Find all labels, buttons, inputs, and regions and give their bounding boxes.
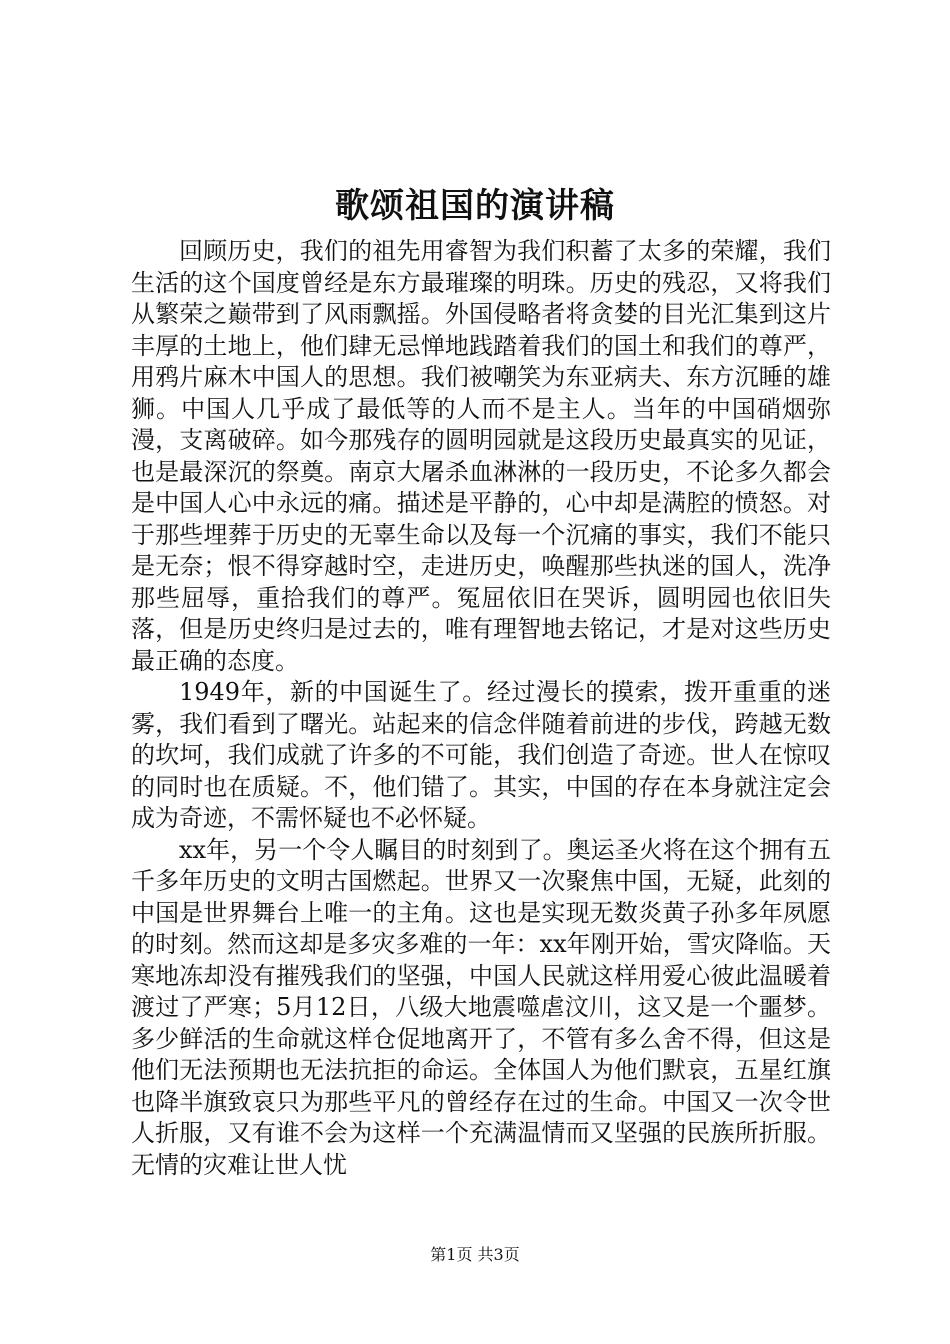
paragraph-1949: 1949年，新的中国诞生了。经过漫长的摸索，拨开重重的迷雾，我们看到了曙光。站起来的信念伴随着前进的步伐，跨越无数的坎坷，我们成就了许多的不可能，我们创造了奇迹。世人在惊叹的同时也在质疑。不，他们错了。其实，中国的存在本身就注定会成为奇迹，不需怀疑也不必怀疑。 [131,678,831,832]
paragraph-olympics: xx年，另一个令人瞩目的时刻到了。奥运圣火将在这个拥有五千多年历史的文明古国燃起。世界又一次聚焦中国，无疑，此刻的中国是世界舞台上唯一的主角。这也是实现无数炎黄子孙多年夙愿的时刻。然而这却是多灾多难的一年：xx年刚开始，雪灾降临。天寒地冻却没有摧残我们的坚强，中国人民就这样用爱心彼此温暖着渡过了严寒；5月12日，八级大地震噬虐汶川，这又是一个噩梦。多少鲜活的生命就这样仓促地离开了，不管有多么舍不得，但这是他们无法预期也无法抗拒的命运。全体国人为他们默哀，五星红旗也降半旗致哀只为那些平凡的曾经存在过的生命。中国又一次令世人折服，又有谁不会为这样一个充满温情而又坚强的民族所折服。无情的灾难让世人忧 [131,835,831,1179]
document-title: 歌颂祖国的演讲稿 [335,186,615,226]
page-number-footer: 第1页 共3页 [430,1245,520,1264]
paragraph-history: 回顾历史，我们的祖先用睿智为我们积蓄了太多的荣耀，我们生活的这个国度曾经是东方最璀璨的明珠。历史的残忍，又将我们从繁荣之巅带到了风雨飘摇。外国侵略者将贪婪的目光汇集到这片丰厚的土地上，他们肆无忌惮地践踏着我们的国土和我们的尊严，用鸦片麻木中国人的思想。我们被嘲笑为东亚病夫、东方沉睡的雄狮。中国人几乎成了最低等的人而不是主人。当年的中国硝烟弥漫，支离破碎。如今那残存的圆明园就是这段历史最真实的见证，也是最深沉的祭奠。南京大屠杀血淋淋的一段历史，不论多久都会是中国人心中永远的痛。描述是平静的，心中却是满腔的愤怒。对于那些埋葬于历史的无辜生命以及每一个沉痛的事实，我们不能只是无奈；恨不得穿越时空，走进历史，唤醒那些执迷的国人，洗净那些屈辱，重拾我们的尊严。冤屈依旧在哭诉，圆明园也依旧失落，但是历史终归是过去的，唯有理智地去铭记，才是对这些历史最正确的态度。 [131,237,831,675]
document-body [131,236,831,1181]
